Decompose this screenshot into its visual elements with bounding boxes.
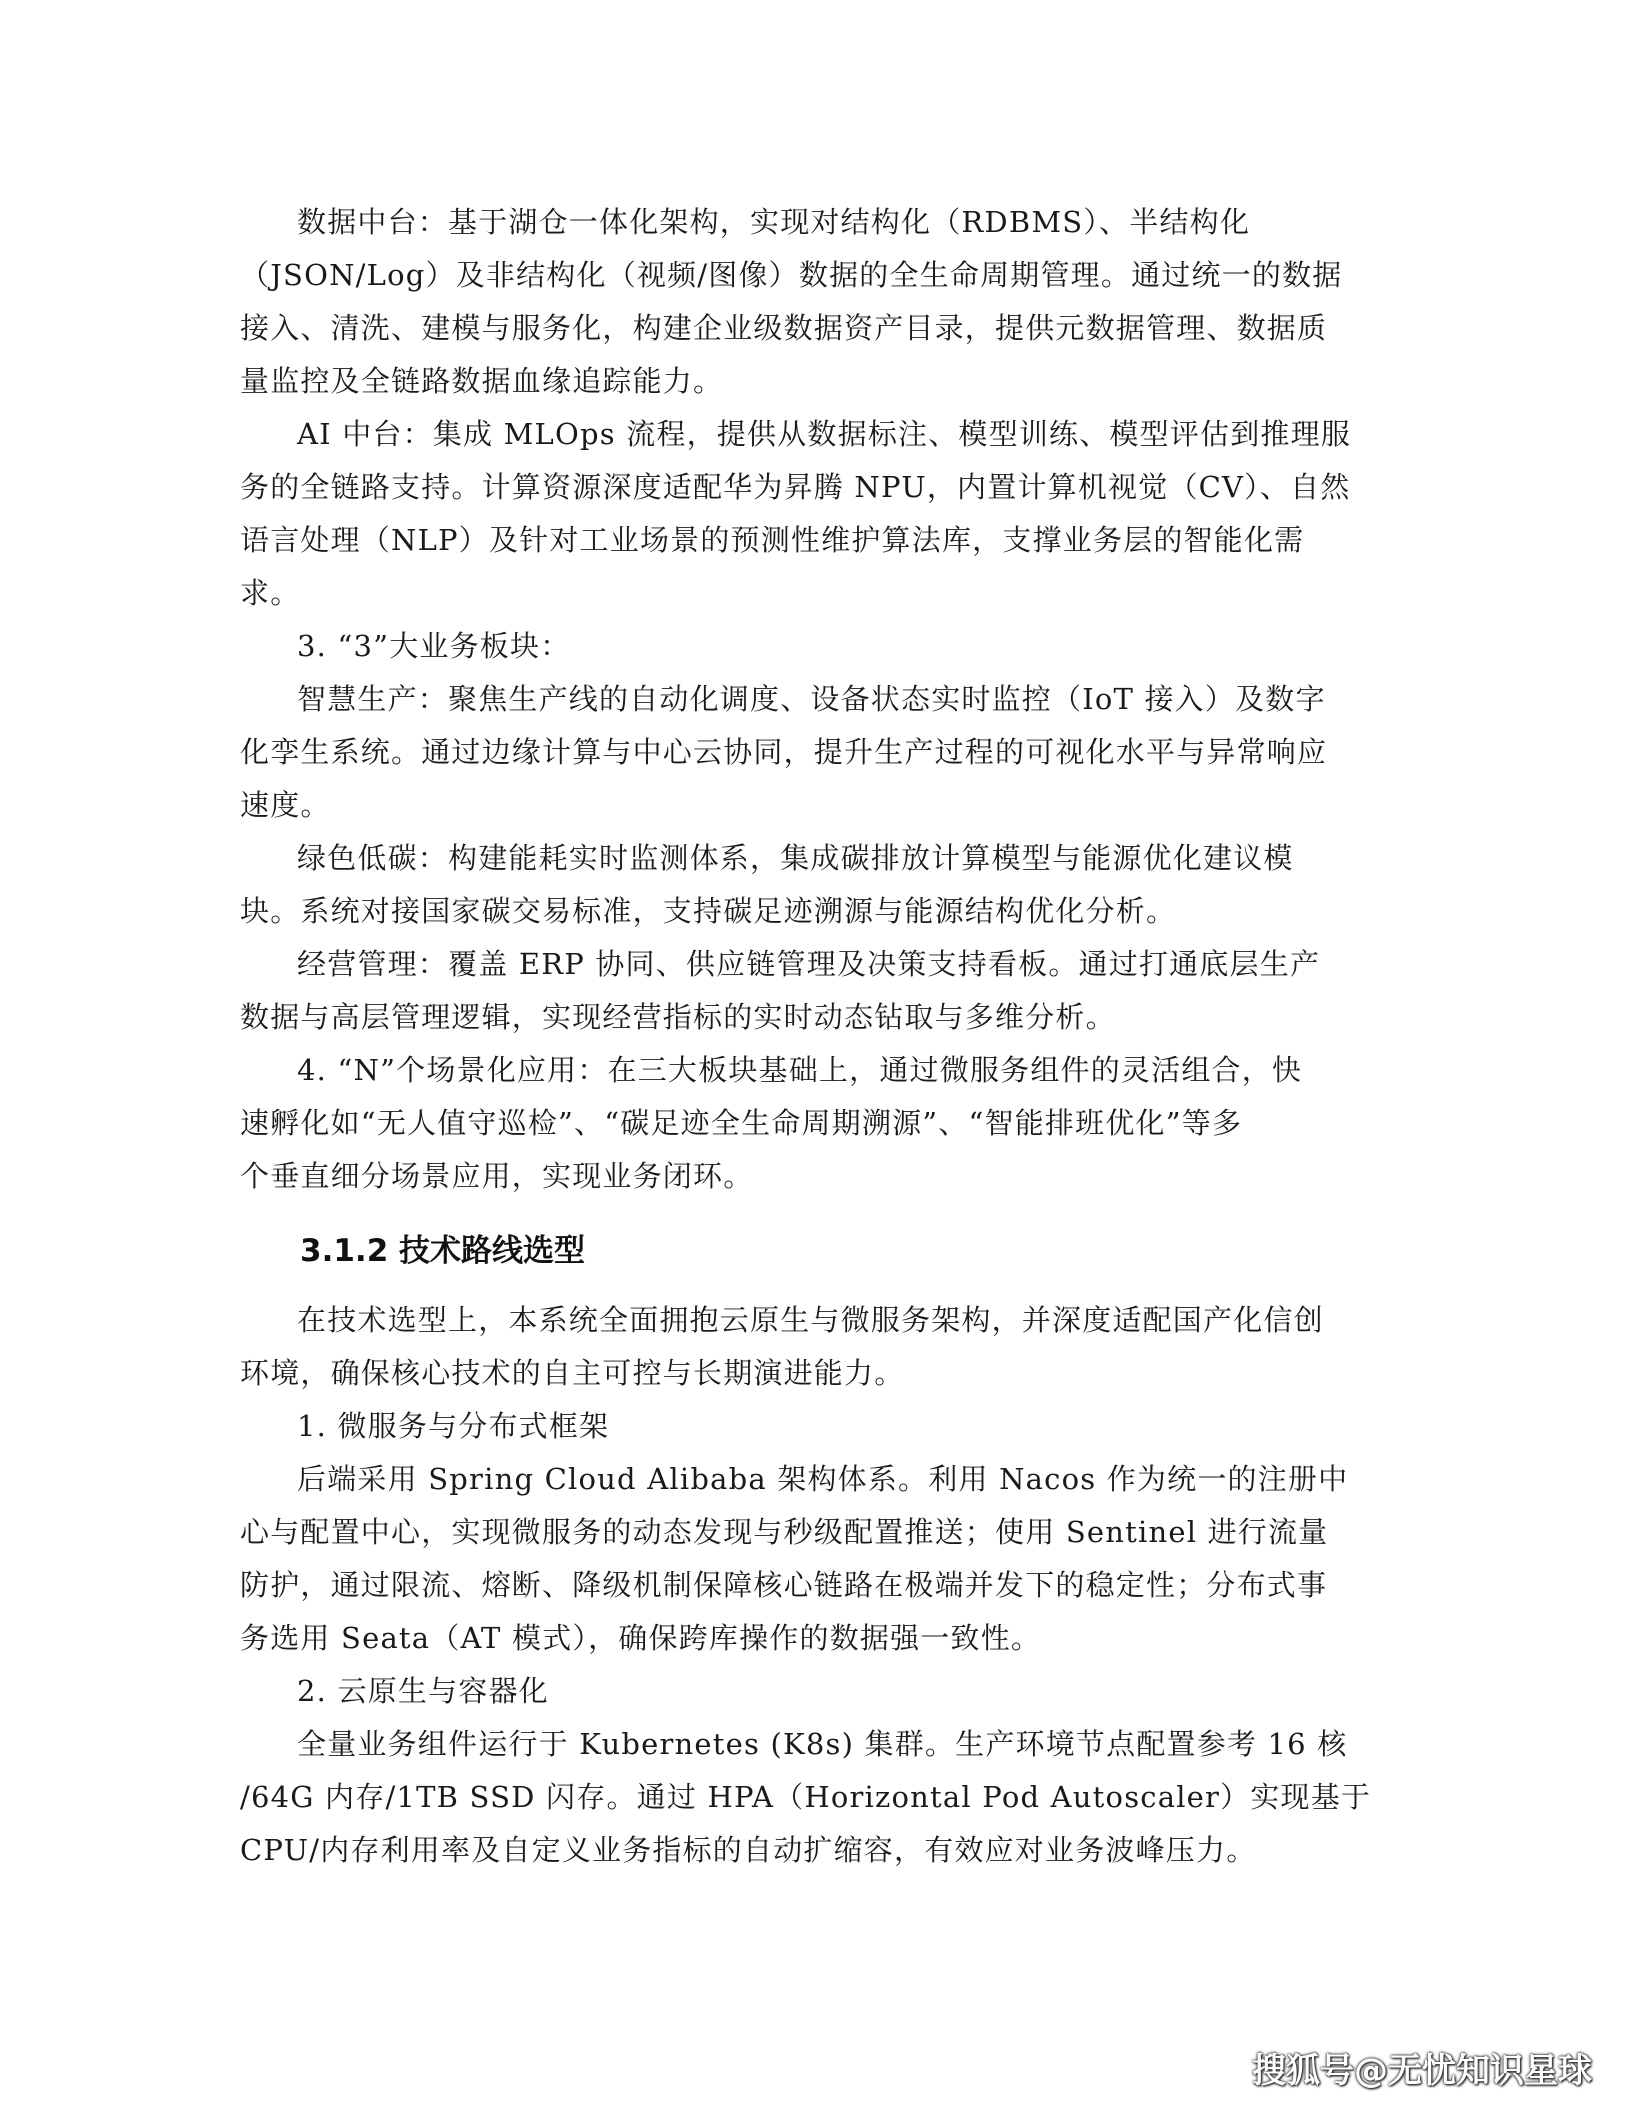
text-line: 心与配置中心，实现微服务的动态发现与秒级配置推送；使用 Sentinel 进行流量 [240,1515,1329,1549]
paragraph-green-low-carbon [240,832,1390,938]
text-line: /64G 内存/1TB SSD 闪存。通过 HPA（Horizontal Pod Autoscaler）实现基于 [240,1780,1372,1814]
subsection-title-cloud-native: 2. 云原生与容器化 [297,1674,549,1708]
text-line: 智慧生产：聚焦生产线的自动化调度、设备状态实时监控（IoT 接入）及数字 [297,682,1326,716]
text-line: 数据中台：基于湖仓一体化架构，实现对结构化（RDBMS）、半结构化 [297,205,1251,239]
text-line: 绿色低碳：构建能耗实时监测体系，集成碳排放计算模型与能源优化建议模 [297,841,1294,875]
paragraph-cloud-native [240,1718,1390,1877]
text-line: 语言处理（NLP）及针对工业场景的预测性维护算法库，支撑业务层的智能化需 [240,523,1305,557]
text-line: 块。系统对接国家碳交易标准，支持碳足迹溯源与能源结构优化分析。 [240,894,1177,928]
text-line: 速孵化如“无人值守巡检”、“碳足迹全生命周期溯源”、“智能排班优化”等多 [240,1106,1243,1140]
document-page [240,196,1390,1877]
text-line: 量监控及全链路数据血缘追踪能力。 [240,364,724,398]
text-line: 个垂直细分场景应用，实现业务闭环。 [240,1159,754,1193]
paragraph-data-platform [240,196,1390,408]
text-line: 速度。 [240,788,331,822]
text-line: 防护，通过限流、熔断、降级机制保障核心链路在极端并发下的稳定性；分布式事 [240,1568,1328,1602]
section-heading: 3.1.2 技术路线选型 [300,1233,586,1269]
text-line: 在技术选型上，本系统全面拥抱云原生与微服务架构，并深度适配国产化信创 [297,1303,1324,1337]
paragraph-scenario-apps [240,1044,1390,1203]
subsection-title-microservices: 1. 微服务与分布式框架 [297,1409,610,1443]
list-item-business-sections: 3. “3”大业务板块： [297,629,571,663]
text-line: 数据与高层管理逻辑，实现经营指标的实时动态钻取与多维分析。 [240,1000,1116,1034]
paragraph-operation-management [240,938,1390,1044]
text-line: 接入、清洗、建模与服务化，构建企业级数据资产目录，提供元数据管理、数据质 [240,311,1328,345]
paragraph-microservices [240,1453,1390,1665]
text-line: 4. “N”个场景化应用：在三大板块基础上，通过微服务组件的灵活组合，快 [297,1053,1303,1087]
text-line: （JSON/Log）及非结构化（视频/图像）数据的全生命周期管理。通过统一的数据 [240,258,1343,292]
text-line: AI 中台：集成 MLOps 流程，提供从数据标注、模型训练、模型评估到推理服 [297,417,1352,451]
text-line: 化孪生系统。通过边缘计算与中心云协同，提升生产过程的可视化水平与异常响应 [240,735,1328,769]
text-line: CPU/内存利用率及自定义业务指标的自动扩缩容，有效应对业务波峰压力。 [240,1833,1257,1867]
paragraph-tech-intro [240,1294,1390,1400]
watermark: 搜狐号@无忧知识星球 [1252,2051,1592,2091]
paragraph-ai-platform [240,408,1390,620]
text-line: 经营管理：覆盖 ERP 协同、供应链管理及决策支持看板。通过打通底层生产 [297,947,1321,981]
text-line: 环境，确保核心技术的自主可控与长期演进能力。 [240,1356,905,1390]
text-line: 务选用 Seata（AT 模式），确保跨库操作的数据强一致性。 [240,1621,1042,1655]
text-line: 求。 [240,576,301,610]
text-line: 务的全链路支持。计算资源深度适配华为昇腾 NPU，内置计算机视觉（CV）、自然 [240,470,1351,504]
text-line: 后端采用 Spring Cloud Alibaba 架构体系。利用 Nacos 作为统一的注册中 [297,1462,1349,1496]
paragraph-smart-production [240,673,1390,832]
text-line: 全量业务组件运行于 Kubernetes (K8s) 集群。生产环境节点配置参考 16 核 [297,1727,1348,1761]
